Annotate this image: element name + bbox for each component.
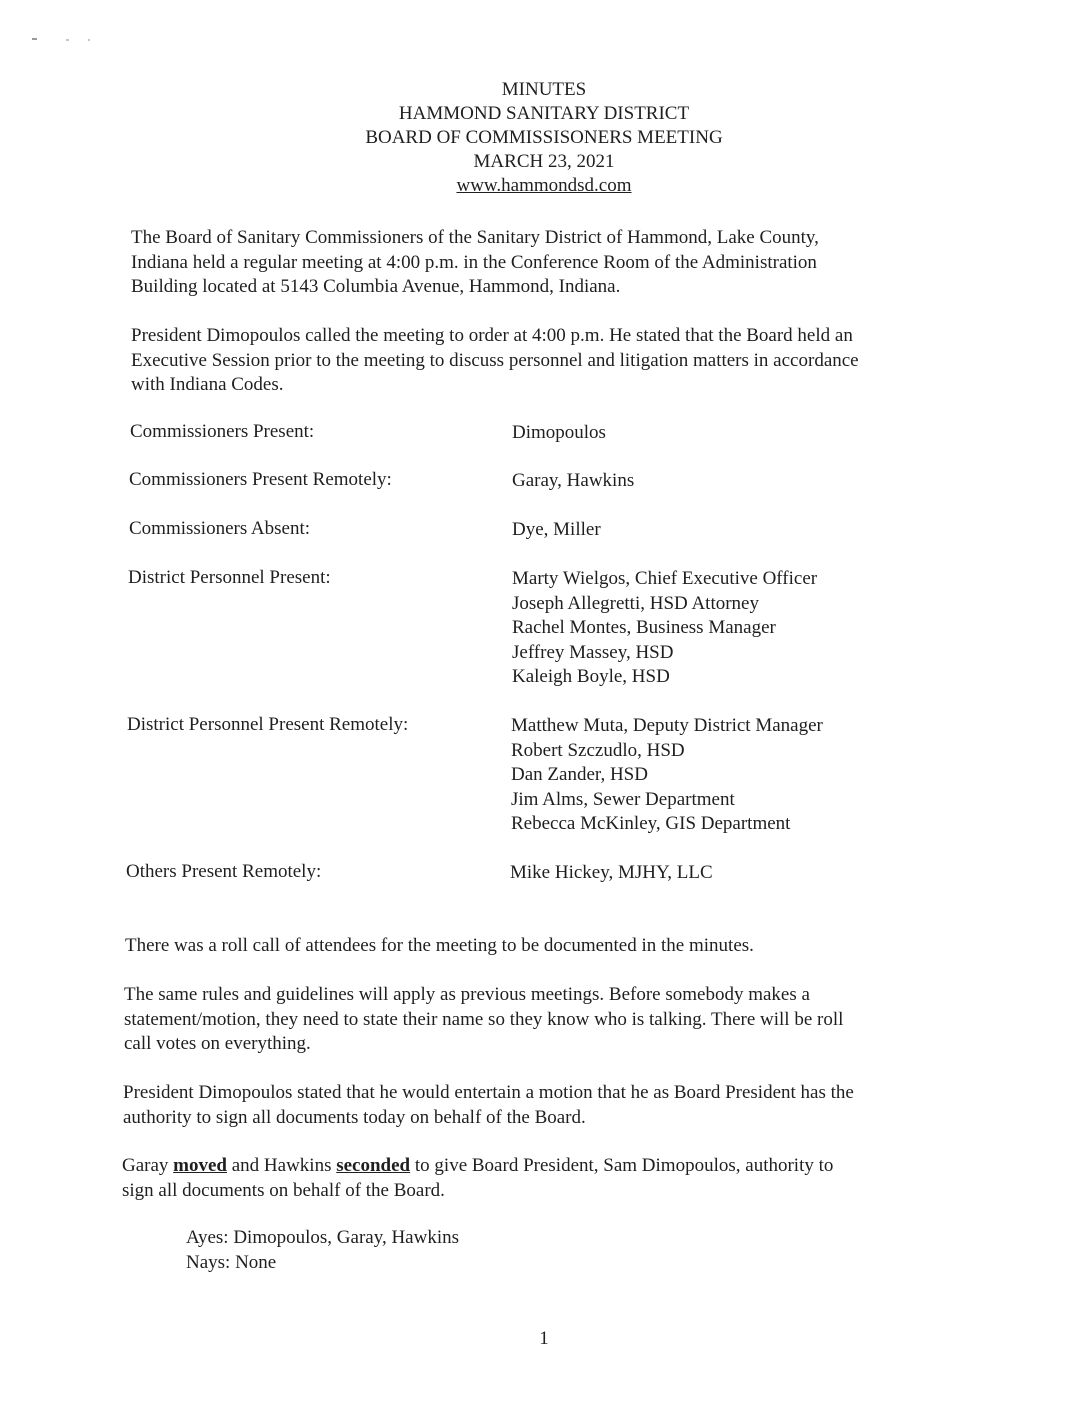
- attendance-label: Others Present Remotely:: [126, 861, 322, 882]
- attendance-label: Commissioners Absent:: [129, 518, 311, 539]
- motion-seconded-keyword: seconded: [336, 1155, 411, 1176]
- intro-paragraph: [131, 226, 961, 300]
- attendance-value: Robert Szczudlo, HSD: [511, 739, 685, 761]
- call-to-order-paragraph: [131, 324, 961, 398]
- attendance-label: District Personnel Present:: [128, 567, 331, 588]
- motion-middle: and Hawkins: [227, 1155, 337, 1176]
- attendance-value: Rebecca McKinley, GIS Department: [511, 813, 791, 834]
- motion-moved-keyword: moved: [173, 1155, 227, 1176]
- attendance-values: [512, 421, 606, 446]
- attendance-value: Dan Zander, HSD: [511, 764, 648, 785]
- attendance-label: Commissioners Present:: [130, 421, 315, 442]
- attendance-values: [511, 714, 823, 837]
- paragraph-line: Indiana held a regular meeting at 4:00 p.m. in the Conference Room of the Administration: [131, 251, 817, 273]
- paragraph-line: President Dimopoulos stated that he would entertain a motion that he as Board President has the: [123, 1082, 854, 1103]
- attendance-values: [512, 469, 634, 494]
- scan-speck: [32, 38, 37, 40]
- header-organization: HAMMOND SANITARY DISTRICT: [398, 103, 690, 124]
- paragraph-line: There was a roll call of attendees for the meeting to be documented in the minutes.: [125, 935, 754, 956]
- attendance-value: Joseph Allegretti, HSD Attorney: [512, 592, 759, 614]
- paragraph-line: with Indiana Codes.: [131, 374, 284, 395]
- attendance-value: Dye, Miller: [512, 519, 601, 540]
- attendance-value: Kaleigh Boyle, HSD: [512, 666, 670, 687]
- header-title: MINUTES: [501, 79, 587, 100]
- paragraph-line: authority to sign all documents today on behalf of the Board.: [123, 1106, 586, 1128]
- paragraph-line: sign all documents on behalf of the Board.: [122, 1179, 445, 1201]
- header-meeting: BOARD OF COMMISSISONERS MEETING: [365, 127, 723, 148]
- attendance-value: Mike Hickey, MJHY, LLC: [510, 862, 713, 883]
- scan-speck: [88, 39, 90, 41]
- page-number: 1: [539, 1328, 549, 1349]
- roll-call-paragraph: [125, 934, 955, 959]
- attendance-values: [512, 567, 817, 690]
- attendance-label: Commissioners Present Remotely:: [129, 469, 392, 490]
- motion-paragraph: [122, 1154, 952, 1203]
- document-header: [0, 78, 1088, 198]
- motion-mover: Garay: [122, 1155, 174, 1176]
- paragraph-line: Building located at 5143 Columbia Avenue, Hammond, Indiana.: [131, 276, 621, 297]
- paragraph-line: statement/motion, they need to state their name so they know who is talking. There will be roll: [124, 1008, 844, 1030]
- paragraph-line: The same rules and guidelines will apply as previous meetings. Before somebody makes a: [124, 984, 810, 1005]
- paragraph-line: The Board of Sanitary Commissioners of the Sanitary District of Hammond, Lake County,: [131, 227, 819, 248]
- attendance-value: Dimopoulos: [512, 422, 606, 443]
- vote-results: [186, 1226, 459, 1275]
- attendance-values: [510, 861, 713, 886]
- attendance-value: Marty Wielgos, Chief Executive Officer: [512, 568, 818, 589]
- paragraph-line: call votes on everything.: [124, 1033, 311, 1054]
- attendance-value: Rachel Montes, Business Manager: [512, 617, 776, 638]
- vote-nays: Nays: None: [186, 1251, 277, 1273]
- attendance-value: Jim Alms, Sewer Department: [511, 788, 735, 810]
- attendance-values: [512, 518, 601, 543]
- paragraph-line: Executive Session prior to the meeting to discuss personnel and litigation matters in accordance: [131, 349, 859, 371]
- header-date: MARCH 23, 2021: [473, 151, 615, 172]
- motion-rest: to give Board President, Sam Dimopoulos, authority to: [410, 1155, 834, 1176]
- paragraph-line: President Dimopoulos called the meeting to order at 4:00 p.m. He stated that the Board held an: [131, 325, 853, 346]
- attendance-value: Matthew Muta, Deputy District Manager: [511, 715, 823, 736]
- scan-speck: [66, 39, 69, 41]
- attendance-value: Garay, Hawkins: [512, 470, 635, 491]
- rules-paragraph: [124, 983, 954, 1057]
- attendance-label: District Personnel Present Remotely:: [127, 714, 409, 735]
- header-website-link[interactable]: www.hammondsd.com: [456, 175, 632, 196]
- attendance-value: Jeffrey Massey, HSD: [512, 641, 674, 663]
- vote-ayes: Ayes: Dimopoulos, Garay, Hawkins: [186, 1227, 460, 1248]
- motion-intro-paragraph: [123, 1081, 953, 1130]
- motion-line: [122, 1154, 952, 1179]
